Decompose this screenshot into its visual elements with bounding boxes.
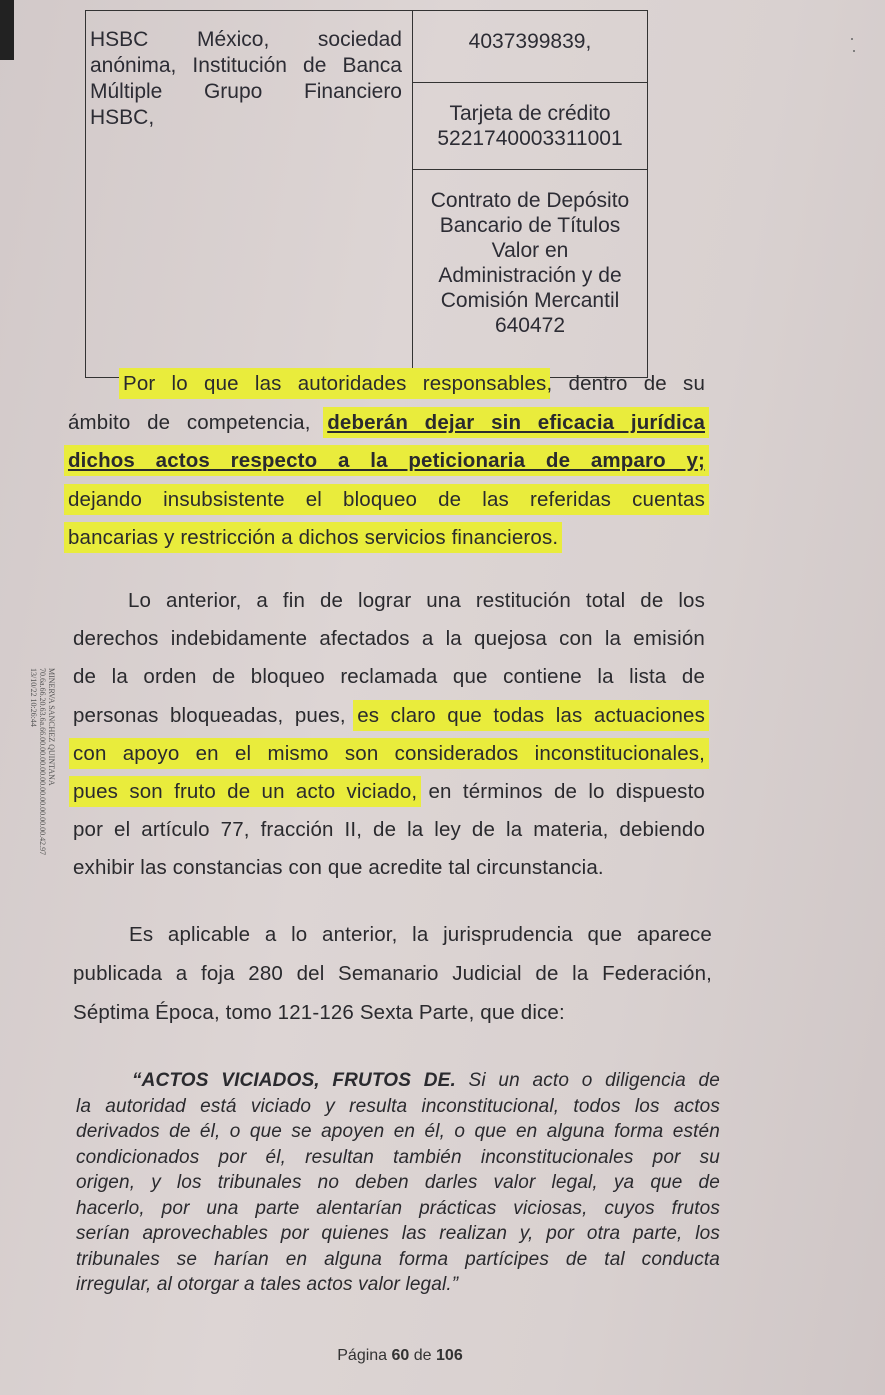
paragraph-line [68, 526, 558, 550]
quote-line [76, 1274, 458, 1296]
quote-line [76, 1147, 720, 1169]
quote-line [132, 1070, 720, 1092]
bank-line: Múltiple Grupo Financiero [90, 80, 402, 103]
contract-line: Bancario de Títulos [439, 214, 621, 237]
paragraph-line [123, 372, 705, 396]
contract-line: Comisión Mercantil [440, 289, 620, 312]
text-run: Séptima Época, tomo 121-126 Sexta Parte, que dice: [73, 1001, 565, 1024]
text-run: Si un acto o diligencia de [455, 1070, 720, 1091]
highlighted-text: con apoyo en el mismo son considerados inconstitucionales, [73, 741, 705, 765]
text-run: tribunales se harían en alguna forma partícipes de tal conducta [76, 1248, 720, 1270]
highlighted-text: es claro que todas las actuaciones [357, 703, 705, 727]
paragraph-line [129, 923, 712, 947]
credit-card-cell [413, 83, 648, 170]
bank-line: HSBC México, sociedad [90, 28, 402, 51]
signer-name: MINERVA SANCHEZ QUINTANA [47, 668, 56, 786]
text-run: derivados de él, o que se apoyen en él, o que en alguna forma estén [76, 1121, 720, 1142]
total-pages: 106 [436, 1347, 463, 1364]
paragraph-line [73, 742, 705, 766]
text-run: ámbito de competencia, [68, 410, 328, 434]
paragraph-line [128, 589, 705, 613]
text-run: condicionados por él, resultan también inconstitucionales por su [76, 1146, 720, 1168]
text-run: exhibir las constancias con que acredite tal circunstancia. [73, 856, 604, 880]
paragraph-line [73, 856, 604, 880]
page-number [0, 1347, 800, 1365]
text-run: , dentro de su [546, 372, 706, 395]
contract-line: Administración y de [438, 264, 622, 287]
text-run: derechos indebidamente afectados a la quejosa con la emisión [73, 627, 705, 651]
page-prefix: Página [337, 1347, 388, 1364]
signature-hash: 70.6a.66.20.63.6a.66.00.00.00.00.00.00.00.00.00.00.42.97 [38, 668, 47, 856]
text-run: “ACTOS VICIADOS, FRUTOS DE. [132, 1070, 456, 1091]
credit-card-number: 5221740003311001 [437, 127, 623, 150]
paragraph-line [73, 1001, 565, 1025]
paragraph-line [73, 962, 712, 986]
quote-line [76, 1172, 720, 1194]
photo-edge [0, 0, 14, 60]
signature-timestamp: 13/10/22 10:26:44 [29, 668, 38, 727]
paragraph-line [68, 449, 705, 473]
electronic-signature-stamp [29, 668, 56, 898]
bank-line: HSBC, [90, 106, 155, 129]
text-run: publicada a foja 280 del Semanario Judicial de la Federación, [73, 962, 712, 985]
quote-line [76, 1223, 720, 1245]
quote-line [76, 1198, 720, 1220]
text-run: irregular, al otorgar a tales actos valor legal.” [76, 1274, 459, 1295]
quote-line [76, 1249, 720, 1271]
speck [853, 50, 855, 52]
highlighted-text: pues son fruto de un acto viciado, [73, 780, 418, 803]
text-run: serían aprovechables por quienes las realizan y, por otra parte, los [76, 1223, 720, 1244]
text-run: personas bloqueadas, pues, [73, 703, 358, 727]
page-sep: de [413, 1347, 432, 1364]
text-run: la autoridad está viciado y resulta inconstitucional, todos los actos [76, 1095, 720, 1117]
text-run: origen, y los tribunales no deben darles valor legal, ya que de [76, 1172, 720, 1193]
highlighted-text: dejando insubsistente el bloqueo de las referidas cuentas [68, 487, 705, 511]
paragraph-line [68, 488, 705, 512]
accounts-table [85, 10, 648, 378]
current-page: 60 [391, 1347, 410, 1364]
contract-line: Contrato de Depósito [430, 189, 630, 212]
bank-name-cell [86, 11, 413, 378]
highlighted-text: Por lo que las autoridades responsables [123, 372, 547, 395]
account-cell [413, 11, 648, 83]
paragraph-line [73, 627, 705, 651]
contract-line: Valor en [491, 239, 569, 262]
paragraph-line [73, 704, 705, 728]
highlighted-text: dichos actos respecto a la peticionaria de amparo y; [68, 449, 705, 472]
quote-line [76, 1096, 720, 1118]
highlighted-text: deberán dejar sin eficacia jurídica [327, 410, 705, 434]
credit-card-label: Tarjeta de crédito [449, 102, 611, 125]
contract-line: 640472 [494, 314, 566, 337]
text-run: por el artículo 77, fracción II, de la ley de la materia, debiendo [73, 818, 705, 842]
text-run: Es aplicable a lo anterior, la jurisprudencia que aparece [129, 923, 712, 946]
paragraph-line [73, 780, 705, 804]
paragraph-line [68, 411, 705, 435]
account-number: 4037399839, [468, 30, 592, 53]
bank-line: anónima, Institución de Banca [90, 54, 402, 77]
text-run: en términos de lo dispuesto [417, 780, 705, 803]
paragraph-line [73, 665, 705, 689]
speck [851, 38, 853, 40]
contract-cell [413, 170, 648, 378]
highlighted-text: bancarias y restricción a dichos servicios financieros. [68, 526, 559, 549]
text-run: hacerlo, por una parte alentarían prácticas viciosas, cuyos frutos [76, 1197, 720, 1219]
paragraph-line [73, 818, 705, 842]
text-run: de la orden de bloqueo reclamada que contiene la lista de [73, 665, 705, 689]
quote-line [76, 1121, 720, 1143]
text-run: Lo anterior, a fin de lograr una restitución total de los [128, 589, 705, 612]
